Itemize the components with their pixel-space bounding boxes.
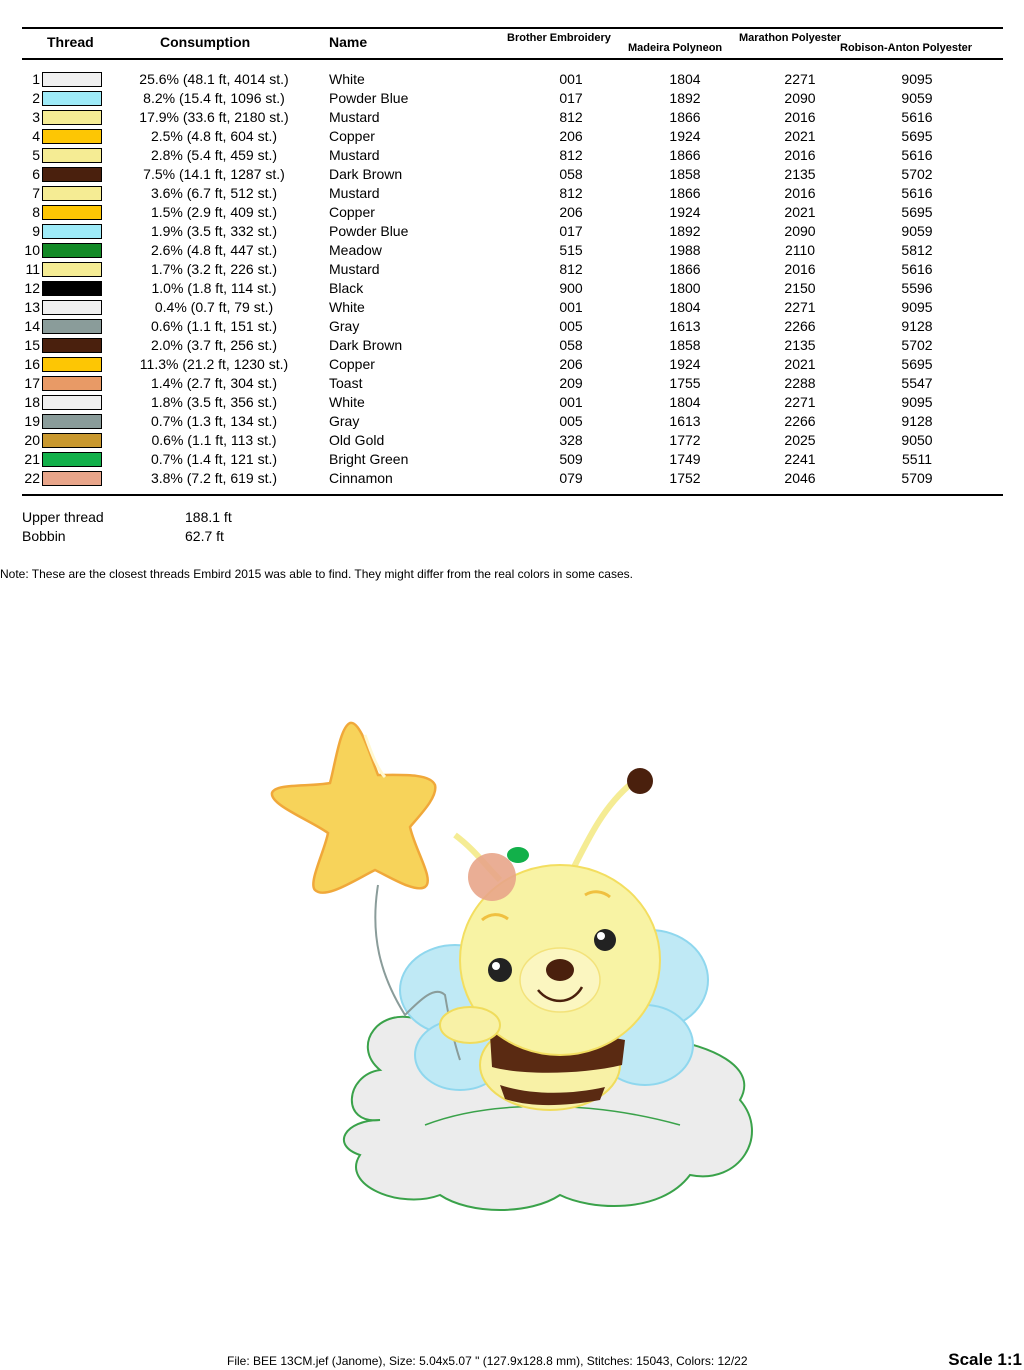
color-swatch: [42, 414, 102, 429]
consumption-cell: 3.8% (7.2 ft, 619 st.): [150, 470, 278, 486]
note-text: Note: These are the closest threads Embird 2015 was able to find. They might differ from the real colors in some cases.: [0, 567, 633, 581]
thread-name-cell: Copper: [329, 204, 375, 220]
madeira-code-cell: 1772: [669, 432, 701, 448]
madeira-code-cell: 1892: [669, 90, 701, 106]
table-row: [0, 165, 1024, 184]
brother-code-cell: 328: [559, 432, 583, 448]
brother-code-cell: 001: [559, 299, 583, 315]
robison-code-cell: 9095: [901, 299, 933, 315]
brother-code-cell: 812: [559, 185, 583, 201]
header-consumption: Consumption: [160, 34, 251, 50]
brother-code-cell: 206: [559, 204, 583, 220]
brother-code-cell: 058: [559, 166, 583, 182]
color-swatch: [42, 376, 102, 391]
marathon-code-cell: 2021: [784, 204, 816, 220]
thread-name-cell: Old Gold: [329, 432, 385, 448]
madeira-code-cell: 1858: [669, 337, 701, 353]
thread-number: 4: [32, 128, 40, 144]
madeira-code-cell: 1892: [669, 223, 701, 239]
thread-number: 7: [32, 185, 40, 201]
brother-code-cell: 900: [559, 280, 583, 296]
thread-number: 8: [32, 204, 40, 220]
marathon-code-cell: 2110: [784, 242, 816, 258]
table-row: [0, 70, 1024, 89]
thread-number: 9: [32, 223, 40, 239]
thread-number: 20: [24, 432, 40, 448]
robison-code-cell: 5616: [901, 185, 933, 201]
brother-code-cell: 812: [559, 109, 583, 125]
left-eye: [488, 958, 512, 982]
marathon-code-cell: 2046: [784, 470, 816, 486]
table-row: [0, 393, 1024, 412]
thread-name-cell: Gray: [329, 318, 360, 334]
brother-code-cell: 206: [559, 128, 583, 144]
color-swatch: [42, 395, 102, 410]
consumption-cell: 0.7% (1.4 ft, 121 st.): [150, 451, 278, 467]
color-swatch: [42, 91, 102, 106]
robison-code-cell: 5695: [901, 204, 933, 220]
madeira-code-cell: 1988: [669, 242, 701, 258]
brother-code-cell: 005: [559, 318, 583, 334]
robison-code-cell: 5596: [901, 280, 933, 296]
consumption-cell: 25.6% (48.1 ft, 4014 st.): [139, 71, 289, 87]
color-swatch: [42, 167, 102, 182]
color-swatch: [42, 262, 102, 277]
color-swatch: [42, 357, 102, 372]
consumption-cell: 11.3% (21.2 ft, 1230 st.): [139, 356, 289, 372]
madeira-code-cell: 1866: [669, 147, 701, 163]
madeira-code-cell: 1804: [669, 71, 701, 87]
thread-name-cell: Toast: [329, 375, 363, 391]
color-swatch: [42, 243, 102, 258]
brother-code-cell: 079: [559, 470, 583, 486]
table-row: [0, 260, 1024, 279]
thread-name-cell: Mustard: [329, 185, 380, 201]
marathon-code-cell: 2016: [784, 147, 816, 163]
marathon-code-cell: 2025: [784, 432, 816, 448]
marathon-code-cell: 2288: [784, 375, 816, 391]
upper-thread-value: 188.1 ft: [185, 509, 232, 525]
madeira-code-cell: 1866: [669, 109, 701, 125]
robison-code-cell: 5709: [901, 470, 933, 486]
brother-code-cell: 017: [559, 90, 583, 106]
header-robison: Robison-Anton Polyester: [840, 42, 973, 54]
brother-code-cell: 509: [559, 451, 583, 467]
marathon-code-cell: 2271: [784, 71, 816, 87]
thread-name-cell: Powder Blue: [329, 90, 409, 106]
marathon-code-cell: 2241: [784, 451, 816, 467]
color-swatch: [42, 148, 102, 163]
madeira-code-cell: 1924: [669, 128, 701, 144]
thread-name-cell: Dark Brown: [329, 337, 403, 353]
color-swatch: [42, 72, 102, 87]
consumption-cell: 0.6% (1.1 ft, 113 st.): [151, 432, 277, 448]
color-swatch: [42, 300, 102, 315]
thread-name-cell: Powder Blue: [329, 223, 409, 239]
color-swatch: [42, 224, 102, 239]
marathon-code-cell: 2021: [784, 128, 816, 144]
brother-code-cell: 209: [559, 375, 583, 391]
color-swatch: [42, 319, 102, 334]
robison-code-cell: 9095: [901, 71, 933, 87]
brother-code-cell: 515: [559, 242, 583, 258]
madeira-code-cell: 1613: [669, 413, 701, 429]
marathon-code-cell: 2271: [784, 394, 816, 410]
brother-code-cell: 812: [559, 147, 583, 163]
thread-name-cell: Mustard: [329, 147, 380, 163]
thread-number: 2: [32, 90, 40, 106]
consumption-cell: 3.6% (6.7 ft, 512 st.): [150, 185, 278, 201]
thread-name-cell: Copper: [329, 356, 375, 372]
top-rule: [22, 27, 1003, 29]
robison-code-cell: 5812: [901, 242, 933, 258]
madeira-code-cell: 1924: [669, 356, 701, 372]
consumption-cell: 8.2% (15.4 ft, 1096 st.): [143, 90, 285, 106]
thread-number: 15: [24, 337, 40, 353]
upper-thread-label: Upper thread: [22, 509, 104, 525]
thread-name-cell: White: [329, 71, 365, 87]
thread-number: 22: [24, 470, 40, 486]
madeira-code-cell: 1749: [669, 451, 701, 467]
table-row: [0, 450, 1024, 469]
bobbin-label: Bobbin: [22, 528, 66, 544]
thread-name-cell: Gray: [329, 413, 360, 429]
table-row: [0, 146, 1024, 165]
thread-number: 1: [32, 71, 40, 87]
marathon-code-cell: 2266: [784, 318, 816, 334]
marathon-code-cell: 2016: [784, 109, 816, 125]
thread-name-cell: Black: [329, 280, 364, 296]
robison-code-cell: 5511: [901, 451, 933, 467]
thread-number: 10: [24, 242, 40, 258]
consumption-cell: 7.5% (14.1 ft, 1287 st.): [143, 166, 285, 182]
brother-code-cell: 005: [559, 413, 583, 429]
header-marathon: Marathon Polyester: [739, 32, 842, 44]
brother-code-cell: 058: [559, 337, 583, 353]
color-swatch: [42, 471, 102, 486]
brother-code-cell: 001: [559, 71, 583, 87]
brother-code-cell: 812: [559, 261, 583, 277]
thread-number: 5: [32, 147, 40, 163]
table-row: [0, 279, 1024, 298]
consumption-cell: 1.0% (1.8 ft, 114 st.): [151, 280, 277, 296]
color-swatch: [42, 186, 102, 201]
consumption-cell: 2.8% (5.4 ft, 459 st.): [150, 147, 278, 163]
robison-code-cell: 5695: [901, 128, 933, 144]
madeira-code-cell: 1858: [669, 166, 701, 182]
robison-code-cell: 5616: [901, 109, 933, 125]
arm: [440, 1007, 500, 1043]
robison-code-cell: 5695: [901, 356, 933, 372]
color-swatch: [42, 205, 102, 220]
marathon-code-cell: 2266: [784, 413, 816, 429]
thread-number: 12: [24, 280, 40, 296]
marathon-code-cell: 2090: [784, 90, 816, 106]
thread-name-cell: White: [329, 394, 365, 410]
thread-number: 3: [32, 109, 40, 125]
madeira-code-cell: 1755: [669, 375, 701, 391]
bottom-rule: [22, 494, 1003, 496]
madeira-code-cell: 1800: [669, 280, 701, 296]
marathon-code-cell: 2016: [784, 185, 816, 201]
consumption-cell: 0.7% (1.3 ft, 134 st.): [150, 413, 278, 429]
robison-code-cell: 5616: [901, 147, 933, 163]
header-name: Name: [329, 34, 368, 50]
table-row: [0, 203, 1024, 222]
thread-number: 19: [24, 413, 40, 429]
consumption-cell: 1.5% (2.9 ft, 409 st.): [150, 204, 278, 220]
marathon-code-cell: 2135: [784, 166, 816, 182]
table-row: [0, 336, 1024, 355]
header-madeira: Madeira Polyneon: [628, 42, 723, 54]
color-swatch: [42, 433, 102, 448]
color-swatch: [42, 338, 102, 353]
thread-number: 11: [25, 261, 40, 277]
color-swatch: [42, 110, 102, 125]
consumption-cell: 1.7% (3.2 ft, 226 st.): [150, 261, 278, 277]
header-thread: Thread: [47, 34, 94, 50]
marathon-code-cell: 2016: [784, 261, 816, 277]
table-row: [0, 298, 1024, 317]
consumption-cell: 0.4% (0.7 ft, 79 st.): [154, 299, 274, 315]
consumption-cell: 2.5% (4.8 ft, 604 st.): [150, 128, 278, 144]
table-row: [0, 184, 1024, 203]
antenna-tip: [627, 768, 653, 794]
color-swatch: [42, 452, 102, 467]
thread-number: 14: [24, 318, 40, 334]
thread-name-cell: Mustard: [329, 109, 380, 125]
color-swatch: [42, 281, 102, 296]
marathon-code-cell: 2090: [784, 223, 816, 239]
thread-name-cell: Copper: [329, 128, 375, 144]
head-flower: [468, 853, 516, 901]
leaf: [507, 847, 529, 863]
table-row: [0, 241, 1024, 260]
bobbin-value: 62.7 ft: [185, 528, 224, 544]
marathon-code-cell: 2150: [784, 280, 816, 296]
thread-number: 13: [24, 299, 40, 315]
table-row: [0, 431, 1024, 450]
table-row: [0, 469, 1024, 488]
robison-code-cell: 9059: [901, 90, 933, 106]
brother-code-cell: 206: [559, 356, 583, 372]
thread-number: 18: [24, 394, 40, 410]
madeira-code-cell: 1752: [669, 470, 701, 486]
consumption-cell: 2.0% (3.7 ft, 256 st.): [150, 337, 278, 353]
madeira-code-cell: 1866: [669, 185, 701, 201]
star-balloon: [272, 723, 435, 893]
consumption-cell: 0.6% (1.1 ft, 151 st.): [150, 318, 278, 334]
thread-name-cell: Dark Brown: [329, 166, 403, 182]
marathon-code-cell: 2021: [784, 356, 816, 372]
thread-name-cell: Cinnamon: [329, 470, 393, 486]
robison-code-cell: 9128: [901, 413, 933, 429]
header-brother: Brother Embroidery: [507, 32, 611, 44]
consumption-cell: 1.4% (2.7 ft, 304 st.): [150, 375, 278, 391]
robison-code-cell: 9050: [901, 432, 933, 448]
thread-name-cell: White: [329, 299, 365, 315]
robison-code-cell: 9059: [901, 223, 933, 239]
table-row: [0, 412, 1024, 431]
robison-code-cell: 5702: [901, 337, 933, 353]
madeira-code-cell: 1924: [669, 204, 701, 220]
right-eye: [594, 929, 616, 951]
thread-name-cell: Meadow: [329, 242, 382, 258]
table-row: [0, 222, 1024, 241]
table-row: [0, 89, 1024, 108]
header-rule: [22, 58, 1003, 60]
scale-label: Scale 1:1: [948, 1350, 1022, 1369]
robison-code-cell: 5547: [901, 375, 933, 391]
madeira-code-cell: 1804: [669, 299, 701, 315]
table-row: [0, 127, 1024, 146]
robison-code-cell: 5702: [901, 166, 933, 182]
thread-number: 6: [32, 166, 40, 182]
thread-number: 16: [24, 356, 40, 372]
table-row: [0, 108, 1024, 127]
brother-code-cell: 001: [559, 394, 583, 410]
nose: [546, 959, 574, 981]
thread-number: 21: [24, 451, 40, 467]
table-row: [0, 317, 1024, 336]
brother-code-cell: 017: [559, 223, 583, 239]
thread-name-cell: Bright Green: [329, 451, 409, 467]
marathon-code-cell: 2135: [784, 337, 816, 353]
robison-code-cell: 5616: [901, 261, 933, 277]
consumption-cell: 17.9% (33.6 ft, 2180 st.): [139, 109, 289, 125]
madeira-code-cell: 1613: [669, 318, 701, 334]
color-swatch: [42, 129, 102, 144]
consumption-cell: 2.6% (4.8 ft, 447 st.): [150, 242, 278, 258]
file-info-footer: File: BEE 13CM.jef (Janome), Size: 5.04x5.07 " (127.9x128.8 mm), Stitches: 15043, Colors: 12/22: [227, 1354, 748, 1368]
consumption-cell: 1.9% (3.5 ft, 332 st.): [150, 223, 278, 239]
madeira-code-cell: 1866: [669, 261, 701, 277]
robison-code-cell: 9128: [901, 318, 933, 334]
thread-name-cell: Mustard: [329, 261, 380, 277]
thread-number: 17: [24, 375, 40, 391]
robison-code-cell: 9095: [901, 394, 933, 410]
table-row: [0, 355, 1024, 374]
table-row: [0, 374, 1024, 393]
embroidery-preview-image: [260, 715, 760, 1215]
madeira-code-cell: 1804: [669, 394, 701, 410]
marathon-code-cell: 2271: [784, 299, 816, 315]
consumption-cell: 1.8% (3.5 ft, 356 st.): [150, 394, 278, 410]
